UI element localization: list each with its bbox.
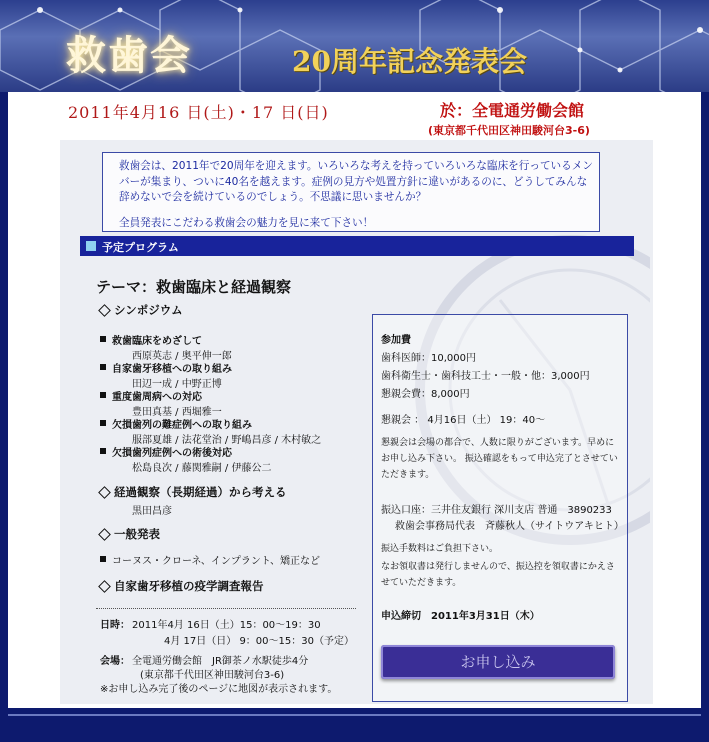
bank-account: 振込口座：三井住友銀行 深川支店 普通 3890233 xyxy=(381,505,612,516)
longterm-heading: 経過観察（長期経過）から考える xyxy=(114,485,287,499)
details-venue: 全電通労働会館 JR御茶ノ水駅徒歩4分 xyxy=(132,656,309,667)
fee-party: 懇親会費：8,000円 xyxy=(381,389,470,400)
symposium-item-presenters: 服部夏雄 / 法花堂治 / 野嶋昌彦 / 木村敏之 xyxy=(132,435,322,446)
deadline: 申込締切 2011年3月31日（木） xyxy=(381,611,540,622)
program-section-header xyxy=(80,236,634,256)
details-venue-address: (東京都千代田区神田駿河台3-6) xyxy=(140,670,285,681)
fee-note: 振込手数料はご負担下さい。 xyxy=(381,544,499,554)
square-bullet-icon xyxy=(100,556,106,562)
survey-heading: 自家歯牙移植の疫学調査報告 xyxy=(114,579,264,593)
footer-stripe xyxy=(8,714,701,716)
venue-label: 会場： xyxy=(100,656,130,667)
square-bullet-icon xyxy=(100,420,106,426)
footer-bar xyxy=(0,708,709,742)
symposium-item-presenters: 松島良次 / 藤関雅嗣 / 伊藤公二 xyxy=(132,463,272,474)
banner-subtitle: 20周年記念発表会 xyxy=(292,45,527,78)
divider xyxy=(96,608,356,609)
main-page xyxy=(8,92,701,708)
fee-dentist: 歯科医師：10,000円 xyxy=(381,353,476,364)
diamond-bullet-icon xyxy=(98,304,111,317)
general-heading: 一般発表 xyxy=(114,527,160,541)
intro-cta: 全員発表にこだわる救歯会の魅力を見に来て下さい！ xyxy=(119,217,374,229)
party-time: 懇親会 ： 4月16日（土） 19：40～ xyxy=(381,415,546,426)
square-bullet-icon xyxy=(100,448,106,454)
symposium-item-presenters: 西原英志 / 奥平伸一郎 xyxy=(132,351,232,362)
apply-button[interactable]: お申し込み xyxy=(381,645,615,679)
datetime-day2: 4月 17日（日） 9：00～15：30（予定） xyxy=(164,636,354,647)
square-bullet-icon xyxy=(100,392,106,398)
diamond-bullet-icon xyxy=(98,486,111,499)
datetime-day1: 2011年4月 16日（土）15：00～19：30 xyxy=(132,620,321,631)
symposium-item-title: 欠損歯列症例への術後対応 xyxy=(112,448,232,459)
square-bullet-icon xyxy=(100,336,106,342)
symposium-item-title: 救歯臨床をめざして xyxy=(112,336,202,347)
symposium-item-presenters: 田辺一成 / 中野正博 xyxy=(132,379,222,390)
general-item: コーヌス・クローネ、インプラント、矯正など xyxy=(112,556,320,567)
content-panel xyxy=(60,140,653,704)
fee-heading: 参加費 xyxy=(381,335,411,346)
fee-hygienist: 歯科衛生士・歯科技工士・一般・他：3,000円 xyxy=(381,371,590,382)
registration-box xyxy=(372,314,628,702)
brand-logo-text: 救歯会 xyxy=(66,32,192,79)
receipt-note: なお領収書は発行しませんので、振込控を領収書にかえさせていただきます。 xyxy=(381,562,615,588)
intro-box xyxy=(102,152,600,232)
symposium-item-title: 重度歯周病への対応 xyxy=(112,392,202,403)
diamond-bullet-icon xyxy=(98,580,111,593)
venue-address: (東京都千代田区神田駿河台3-6) xyxy=(428,124,590,137)
event-date: 2011年4月16 日(土)・17 日(日) xyxy=(68,103,329,122)
longterm-presenter: 黒田昌彦 xyxy=(132,506,172,517)
program-section-title: 予定プログラム xyxy=(102,241,179,254)
datetime-label: 日時： xyxy=(100,620,130,631)
symposium-item-presenters: 豊田真基 / 西堀雅一 xyxy=(132,407,222,418)
square-bullet-icon xyxy=(100,364,106,370)
account-holder: 救歯会事務局代表 斉藤秋人（サイトウアキヒト） xyxy=(395,521,624,532)
square-bullet-icon xyxy=(86,241,96,251)
diamond-bullet-icon xyxy=(98,528,111,541)
intro-text: 救歯会は、2011年で20周年を迎えます。いろいろな考えを持っていろいろな臨床を行っているメンバーが集まり、ついに40名を越えます。症例の見方や処置方針に違いがあるのに、どうしてみんな辞めないで会を続けているのでしょう。不思議に思いませんか？ xyxy=(119,160,593,203)
symposium-item-title: 欠損歯列の難症例への取り組み xyxy=(112,420,252,431)
program-theme: テーマ：救歯臨床と経過観察 xyxy=(96,278,292,296)
map-note: ※お申し込み完了後のページに地図が表示されます。 xyxy=(100,684,338,695)
symposium-item-title: 自家歯牙移植への取り組み xyxy=(112,364,232,375)
venue-name: 於：全電通労働会館 xyxy=(440,101,585,120)
header-banner xyxy=(0,0,709,92)
symposium-heading: シンポジウム xyxy=(114,303,183,317)
party-note: 懇親会は会場の都合で、人数に限りがございます。早めにお申し込み下さい。 振込確認をもって申込完了とさせていただきます。 xyxy=(381,438,618,480)
